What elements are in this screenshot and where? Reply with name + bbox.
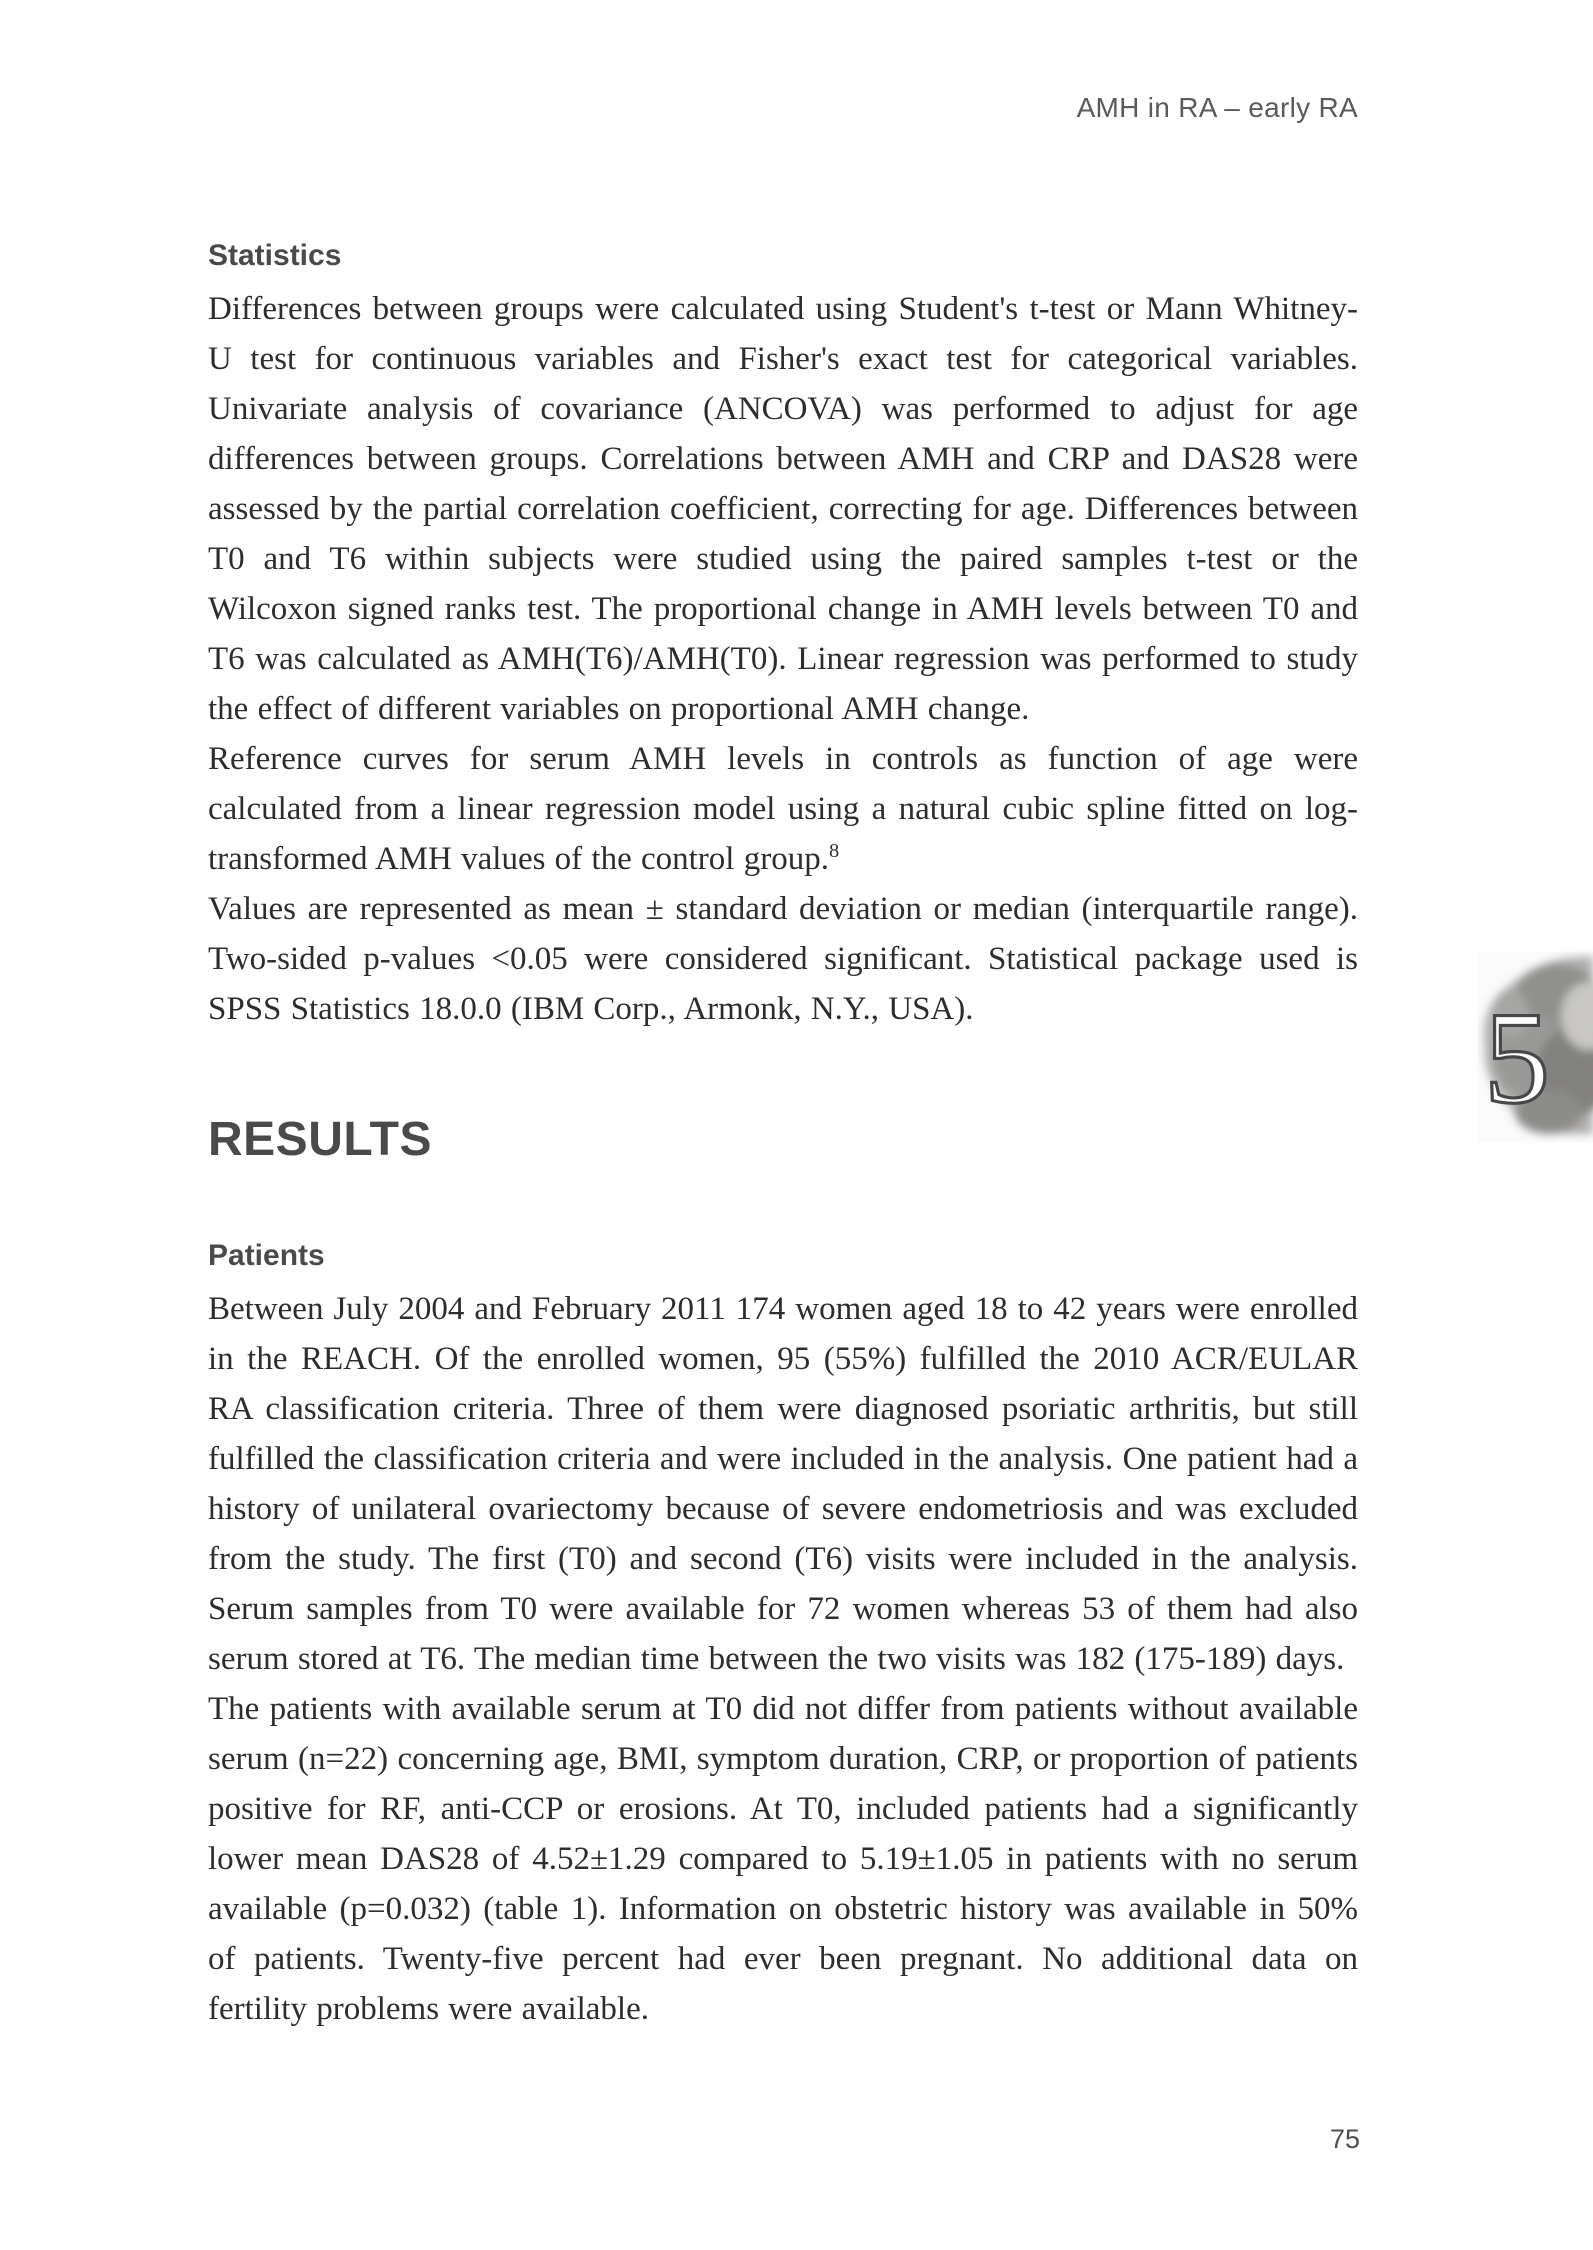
chapter-number: 5	[1484, 984, 1550, 1131]
statistics-paragraph-2	[208, 734, 1358, 884]
statistics-paragraph-3: Values are represented as mean ± standard deviation or median (interquartile range). Two-sided p-values <0.05 were considered significant. Statistical package used is SPSS Statistics 18.0.0 (IBM Corp., Armonk, N.Y., USA).	[208, 891, 1358, 1027]
footnote-reference-8: 8	[828, 840, 840, 862]
statistics-heading: Statistics	[208, 239, 342, 272]
statistics-paragraph-2-text: Reference curves for serum AMH levels in controls as function of age were calculated from a linear regression model using a natural cubic spline fitted on log-transformed AMH values of the control group.	[208, 741, 1358, 877]
chapter-tab-image	[1453, 944, 1593, 1149]
chapter-tab-graphic	[1453, 944, 1593, 1149]
page-number: 75	[1329, 2124, 1360, 2154]
statistics-paragraph-1: Differences between groups were calculated using Student's t-test or Mann Whitney-U test for continuous variables and Fisher's exact test for categorical variables. Univariate analysis of covariance (ANCOVA) was performed to adjust for age differences between groups. Correlations between AMH and CRP and DAS28 were assessed by the partial correlation coefficient, correcting for age. Differences between T0 and T6 within subjects were studied using the paired samples t-test or the Wilcoxon signed ranks test. The proportional change in AMH levels between T0 and T6 was calculated as AMH(T6)/AMH(T0). Linear regression was performed to study the effect of different variables on proportional AMH change.	[208, 291, 1358, 727]
patients-section	[208, 1238, 1358, 2034]
running-header: AMH in RA – early RA	[1076, 92, 1358, 123]
results-heading: RESULTS	[208, 1113, 432, 1166]
patients-heading: Patients	[208, 1239, 325, 1272]
patients-paragraph-2: The patients with available serum at T0 did not differ from patients without available serum (n=22) concerning age, BMI, symptom duration, CRP, or proportion of patients positive for RF, anti-CCP or erosions. At T0, included patients had a significantly lower mean DAS28 of 4.52±1.29 compared to 5.19±1.05 in patients with no serum available (p=0.032) (table 1). Information on obstetric history was available in 50% of patients. Twenty-five percent had ever been pregnant. No additional data on fertility problems were available.	[208, 1691, 1358, 2027]
patients-paragraph-1: Between July 2004 and February 2011 174 women aged 18 to 42 years were enrolled in the REACH. Of the enrolled women, 95 (55%) fulfilled the 2010 ACR/EULAR RA classification criteria. Three of them were diagnosed psoriatic arthritis, but still fulfilled the classification criteria and were included in the analysis. One patient had a history of unilateral ovariectomy because of severe endometriosis and was excluded from the study. The first (T0) and second (T6) visits were included in the analysis. Serum samples from T0 were available for 72 women whereas 53 of them had also serum stored at T6. The median time between the two visits was 182 (175-189) days.	[208, 1291, 1358, 1677]
statistics-section	[208, 238, 1358, 1034]
